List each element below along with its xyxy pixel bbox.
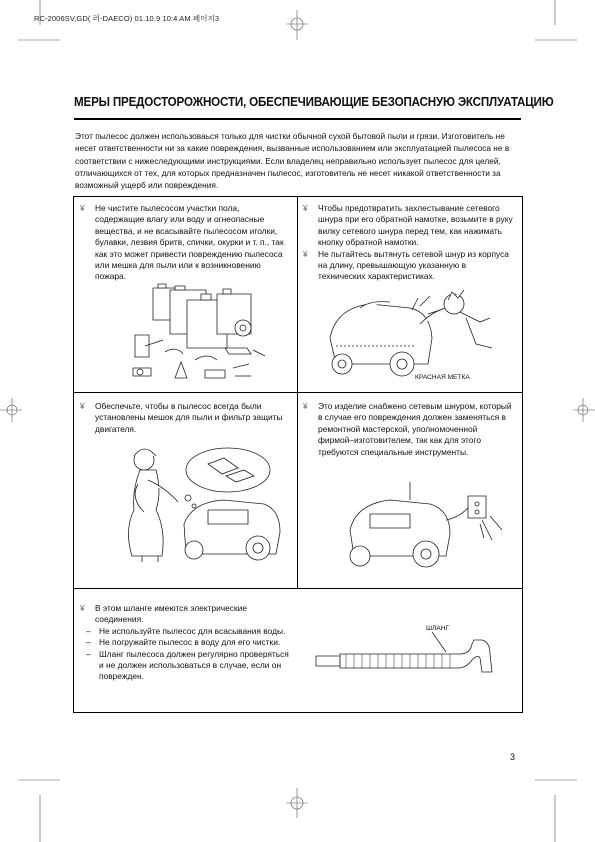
dash-item — [80, 637, 295, 648]
bullet-item — [303, 203, 515, 249]
table-divider-row1 — [73, 392, 522, 393]
cell-text: В этом шланге имеются электрические соединения. — [95, 603, 247, 625]
bullet-item — [80, 203, 290, 283]
page-title: МЕРЫ ПРЕДОСТОРОЖНОСТИ, ОБЕСПЕЧИВАЮЩИЕ БЕЗОПАСНУЮ ЭКСПЛУАТАЦИЮ — [74, 95, 554, 109]
bullet-mark: ¥ — [303, 249, 308, 259]
cell-text: Обеспечьте, чтобы в пылесос всегда были установлены мешок для пыли и фильтр защиты двигателя. — [95, 401, 283, 434]
cell-no-liquids — [80, 203, 290, 283]
dash-mark: – — [86, 625, 91, 636]
woman-with-vacuum-illustration — [118, 440, 288, 565]
dash-mark: – — [86, 648, 91, 659]
cell-dust-bag — [80, 401, 290, 435]
bullet-mark: ¥ — [80, 402, 85, 411]
cell-text: Не используйте пылесос для всасывания воды. — [99, 625, 286, 636]
bullet-mark: ¥ — [80, 204, 85, 213]
dash-item — [80, 626, 295, 637]
hose-illustration — [306, 630, 506, 680]
cord-pulling-illustration — [320, 288, 500, 378]
bullet-mark: ¥ — [80, 604, 85, 613]
print-header: RC-2006SV,GD( 러-DAECO) 01.10.9 10:4 AM 페이지3 — [34, 14, 220, 23]
bullet-mark: ¥ — [303, 402, 308, 411]
dash-item — [80, 649, 295, 683]
title-rule — [74, 118, 521, 120]
intro-paragraph: Этот пылесос должен использоваься только для чистки обычной сухой бытовой пыли и грязи. Изготовитель не несет ответственности ни за какие повреждения, вызванные использованием или эксплуатацией пылесоса не в соответствии с нижеследующими инструкциями. Если владелец неправильно использует пылесос для целей, отличающихся от тех, для которых предназначен пылесос, изготовитель не несет никакой ответственности за возможный ущерб или повреждения. — [75, 131, 510, 191]
cell-cord-rewind — [303, 203, 515, 283]
cell-text: Не пытайтесь вытянуть сетевой шнур из корпуса на длину, превышающую указанную в технических характеристиках. — [318, 248, 509, 282]
bullet-item — [303, 249, 515, 283]
bullet-item — [303, 401, 515, 458]
bullet-item — [80, 401, 290, 435]
bullet-mark: ¥ — [303, 204, 308, 213]
cell-text: Шланг пылесоса должен регулярно проверяться и не должен использоваться в случае, если он поврежден. — [99, 648, 289, 682]
hose-caption: ШЛАНГ — [426, 625, 450, 632]
cell-text: Чтобы предотвратить захлестывание сетевого шнура при его обратной намотке, возьмите в руку вилку сетевого шнура перед тем, как нажимать кнопку обратной намотки. — [318, 203, 513, 248]
vacuum-with-cord-illustration — [330, 480, 505, 575]
cell-text: Не погружайте пылесос в воду для его чистки. — [99, 637, 281, 648]
dash-mark: – — [86, 637, 91, 648]
bullet-item — [80, 603, 295, 626]
cell-cord-replacement — [303, 401, 515, 458]
page-number: 3 — [509, 752, 515, 762]
cell-hose — [80, 603, 295, 683]
table-divider-row2 — [73, 588, 522, 589]
liquids-and-sharp-objects-illustration — [125, 280, 275, 390]
cell-text: Это изделие снабжено сетевым шнуром, который в случае его повреждения должен заменяться в ремонтной мастерской, уполномоченной фирмой–изготовителем, так как для этого требуются специальные инструменты. — [318, 401, 512, 457]
red-mark-caption: КРАСНАЯ МЕТКА — [415, 374, 470, 381]
cell-text: Не чистите пылесосом участки пола, содержащие влагу или воду и огнеопасные вещества, и не всасывайте пылесосом иголки, булавки, лезвия бритв, спички, окурки и т. п., так как это может привести повреждению пылесоса или мешка для пыли или к возникновению пожара. — [95, 203, 284, 282]
